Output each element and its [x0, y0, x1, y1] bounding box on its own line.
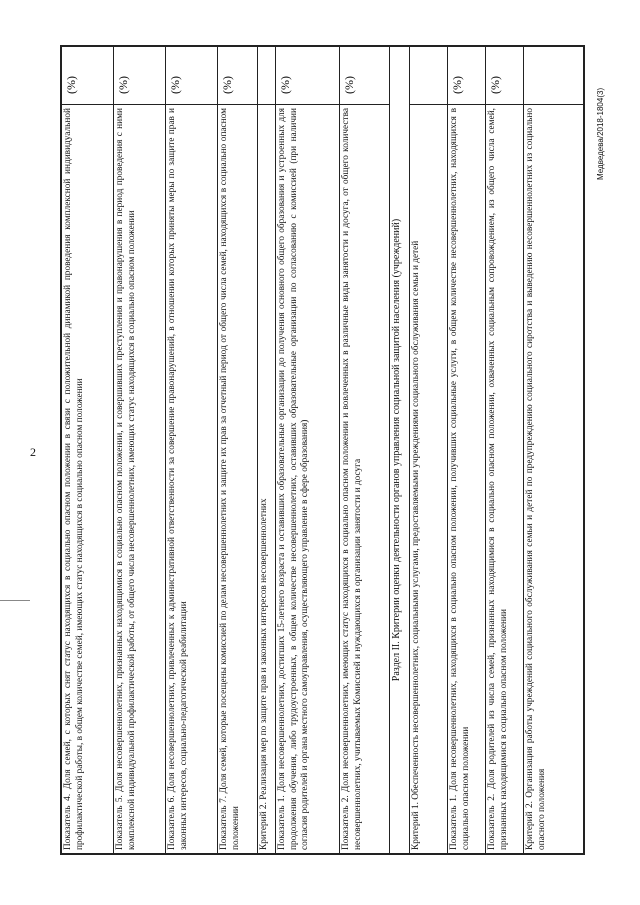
row-unit	[410, 47, 448, 105]
row-unit: (%)	[340, 47, 390, 105]
table-row	[276, 47, 340, 854]
row-unit: (%)	[448, 47, 486, 105]
row-text: Показатель 7. Доля семей, которые посещены комиссией по делам несовершеннолетних и защите их прав за отчетный период от общего числа семей, находящихся в социально опасном положении	[218, 105, 258, 854]
table-row	[340, 47, 390, 854]
row-unit: (%)	[166, 47, 218, 105]
row-text: Критерий 1. Обеспеченность несовершеннолетних, социальными услугами, предоставляемыми учреждениями социального обслуживания семьи и детей	[410, 105, 448, 854]
row-text: Показатель 1. Доля несовершеннолетних, достигших 15-летнего возраста и оставивших образовательные организации до получения основного общего образования и устроенных для продолжения обучения, либо трудоустроенных, в общем количестве несовершеннолетних, оставивших образовательные организации по согласованию с комиссией (при наличии согласия родителей и органа местного самоуправления, осуществляющего управление в сфере образования)	[276, 105, 340, 854]
table-row	[258, 47, 276, 854]
document-stamp: Медведева/2018-1804(3)	[596, 87, 605, 180]
row-unit	[524, 47, 584, 105]
row-text: Показатель 2. Доля несовершеннолетних, имеющих статус находящихся в социально опасном положении и вовлеченных в различные виды занятости и досуга, от общего количества несовершеннолетних, учитываемых Комиссией и нуждающихся в организации занятости и досуга	[340, 105, 390, 854]
table-row	[166, 47, 218, 854]
table-row	[524, 47, 584, 854]
table-row	[390, 47, 410, 854]
table-row	[410, 47, 448, 854]
row-text: Показатель 4. Доля семей, с которых снят статус находящихся в социально опасном положении в связи с положительной динамикой проведения комплексной индивидуальной профилактической работы, в общем количестве семей, имеющих статус находящихся в социально опасном положении	[62, 105, 114, 854]
row-text: Показатель 5. Доля несовершеннолетних, признанных находящимися в социально опасном положении, и совершивших преступления и правонарушения в период проведения с ними комплексной индивидуальной профилактической работы, от общего числа несовершеннолетних, имеющих статус находящихся в социально опасном положении	[114, 105, 166, 854]
row-unit: (%)	[114, 47, 166, 105]
row-text: Показатель 6. Доля несовершеннолетних, привлеченных к административной ответственности за совершение правонарушений, в отношении которых приняты меры по защите прав и законных интересов, социально-педагогической реабилитации	[166, 105, 218, 854]
row-unit: (%)	[276, 47, 340, 105]
row-unit: (%)	[62, 47, 114, 105]
row-unit: (%)	[486, 47, 524, 105]
row-text: Показатель 2. Доля родителей из числа семей, признанных находящимися в социально опасном положении, охваченных социальным сопровождением, из общего числа семей, признанных находящимися в социально опасном положении	[486, 105, 524, 854]
table-row	[62, 47, 114, 854]
table-row	[486, 47, 524, 854]
row-unit	[258, 47, 276, 105]
row-text: Критерий 2. Организация работы учреждений социального обслуживания семьи и детей по предупреждению социального сиротства и выведению несовершеннолетних из социально опасного положения	[524, 105, 584, 854]
table-row	[114, 47, 166, 854]
row-unit: (%)	[218, 47, 258, 105]
page-number: 2	[30, 445, 36, 459]
table-row	[448, 47, 486, 854]
table-row	[218, 47, 258, 854]
footer-rule	[0, 600, 30, 601]
row-text: Критерий 2. Реализация мер по защите прав и законных интересов несовершеннолетних	[258, 105, 276, 854]
criteria-table	[60, 45, 585, 855]
row-text: Показатель 1. Доля несовершеннолетних, находящихся в социально опасном положении, получивших социальные услуги, в общем количестве несовершеннолетних, находящихся в социально опасном положении	[448, 105, 486, 854]
section-heading: Раздел II. Критерии оценки деятельности органов управления социальной защитой населения (учреждений)	[390, 47, 410, 854]
